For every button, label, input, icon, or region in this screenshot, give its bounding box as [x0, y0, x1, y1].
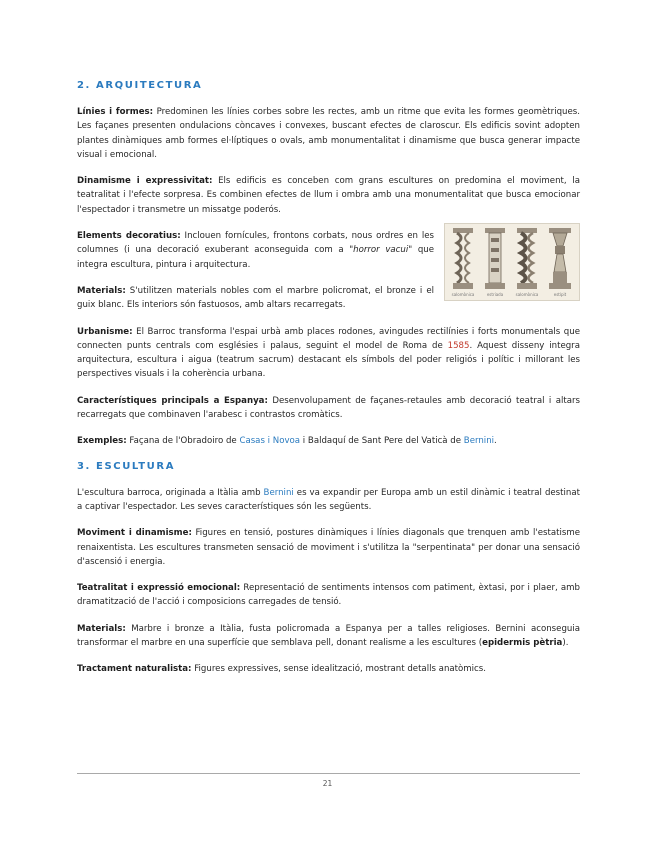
paragraph-text: Representació de sentiments intensos com patiment, èxtasi, por i plaer, amb dramatització de l'acció i composicions carregades de tensió.	[77, 583, 581, 608]
paragraph-text: Façana de l'Obradoiro de	[126, 436, 240, 447]
term-label: Dinamisme i expressivitat:	[77, 176, 213, 187]
paragraph-text: Figures en tensió, postures dinàmiques i línies diagonals que trenquen amb l'estatisme renaixentista. Les escultures transmeten sensació de moviment i s'utilitza la "serpentinata" per donar una sensació d'ascensió i energia.	[77, 528, 580, 567]
term-label: Materials:	[77, 623, 126, 634]
paragraph-text: que integra escultura, pintura i arquitectura.	[77, 245, 435, 270]
paragraph-text: L'escultura barroca, originada a Itàlia amb	[77, 487, 264, 498]
bold-term: epidermis pètria	[482, 638, 563, 649]
term-label: Urbanisme:	[77, 326, 133, 337]
term-label: Característiques principals a Espanya:	[77, 395, 268, 406]
paragraph-moviment	[77, 526, 580, 569]
columns-illustration	[444, 223, 580, 301]
paragraph-text: . Aquest disseny integra arquitectura, escultura i aigua (teatrum sacrum) destacant els símbols del poder religiós i polític i millorant les perspectives visuals i la coherència urbana.	[77, 340, 580, 380]
link-casas-novoa[interactable]: Casas i Novoa	[239, 436, 301, 447]
page-content	[77, 80, 580, 689]
link-bernini-escultura[interactable]: Bernini	[263, 487, 294, 498]
paragraph-exemples	[77, 434, 580, 448]
paragraph-linies-formes	[77, 105, 580, 162]
paragraph-intro-escultura	[77, 486, 580, 515]
term-label: Exemples:	[77, 436, 127, 447]
paragraph-materials-esc	[77, 622, 580, 651]
link-bernini[interactable]: Bernini	[463, 436, 495, 447]
page-number: 21	[322, 779, 333, 788]
paragraph-teatralitat	[77, 581, 580, 610]
paragraph-text: S'utilitzen materials nobles com el marbre policromat, el bronze i el guix blanc. Els interiors són fastuosos, amb altars recarregats.	[77, 285, 434, 311]
term-label: Tractament naturalista:	[77, 664, 192, 675]
term-label: Elements decoratius:	[77, 231, 181, 242]
paragraph-text: El Barroc transforma l'espai urbà amb places rodones, avingudes rectilínies i forts monumentals que connecten punts centrals com esglésies i palaus, seguint el model de Roma de	[77, 326, 580, 351]
paragraph-text: es va expandir per Europa amb un estil dinàmic i teatral destinat a captivar l'espectador. Les seves característiques són les següents.	[77, 487, 580, 512]
term-label: Materials:	[77, 285, 126, 296]
caption-2: estriada	[486, 292, 504, 298]
term-label: Línies i formes:	[77, 107, 154, 117]
paragraph-espanya	[77, 394, 580, 423]
paragraph-naturalista	[77, 662, 580, 676]
year-highlight: 1585	[447, 340, 470, 351]
paragraph-urbanisme	[77, 325, 580, 382]
quote-text: "horror vacui"	[349, 245, 413, 256]
paragraph-text: .	[494, 436, 497, 447]
caption-3: salomònica	[515, 292, 539, 298]
paragraph-text: Els edificis es conceben com grans escultures on predomina el moviment, la teatralitat i l'efecte sorpresa. Es combinen efectes de llum i ombra amb una monumentalitat que busca emocionar l'espectador i transmetre un missatge poderós.	[77, 176, 580, 215]
paragraph-text: i Baldaquí de Sant Pere del Vaticà de	[300, 436, 464, 447]
footer-divider	[77, 773, 580, 774]
paragraph-text: Predominen les línies corbes sobre les rectes, amb un ritme que evita les formes geomètriques. Les façanes presenten ondulacions còncaves i convexes, buscant efectes de claroscur. Els edificis sovint adopten plantes dinàmiques amb formes el·líptiques o ovals, amb monumentalitat i dinamisme que busca generar impacte visual i emocional.	[77, 107, 580, 160]
term-label: Teatralitat i expressió emocional:	[77, 583, 241, 594]
paragraph-text: Inclouen fornícules, frontons corbats, nous ordres en les columnes (i una decoració exuberant aconseguida com a	[77, 231, 434, 256]
paragraph-dinamisme	[77, 174, 580, 217]
section-heading-arquitectura: 2. ARQUITECTURA	[77, 80, 203, 91]
caption-1: salomònica	[451, 292, 475, 298]
caption-4: estípit	[553, 292, 567, 298]
paragraph-text: Figures expressives, sense idealització, mostrant detalls anatòmics.	[191, 664, 486, 675]
paragraph-text: Marbre i bronze a Itàlia, fusta policromada a Espanya per a talles religioses. Bernini aconseguia transformar el marbre en una superfície que semblava pell, donant realisme a les escultures (	[77, 623, 580, 649]
paragraph-text: ).	[562, 638, 569, 649]
columns-drawing	[445, 224, 579, 300]
term-label: Moviment i dinamisme:	[77, 528, 192, 539]
paragraph-text: Desenvolupament de façanes-retaules amb decoració teatral i altars recarregats que combinaven l'arabesc i contrastos cromàtics.	[77, 395, 581, 421]
section-heading-escultura: 3. ESCULTURA	[77, 460, 176, 472]
